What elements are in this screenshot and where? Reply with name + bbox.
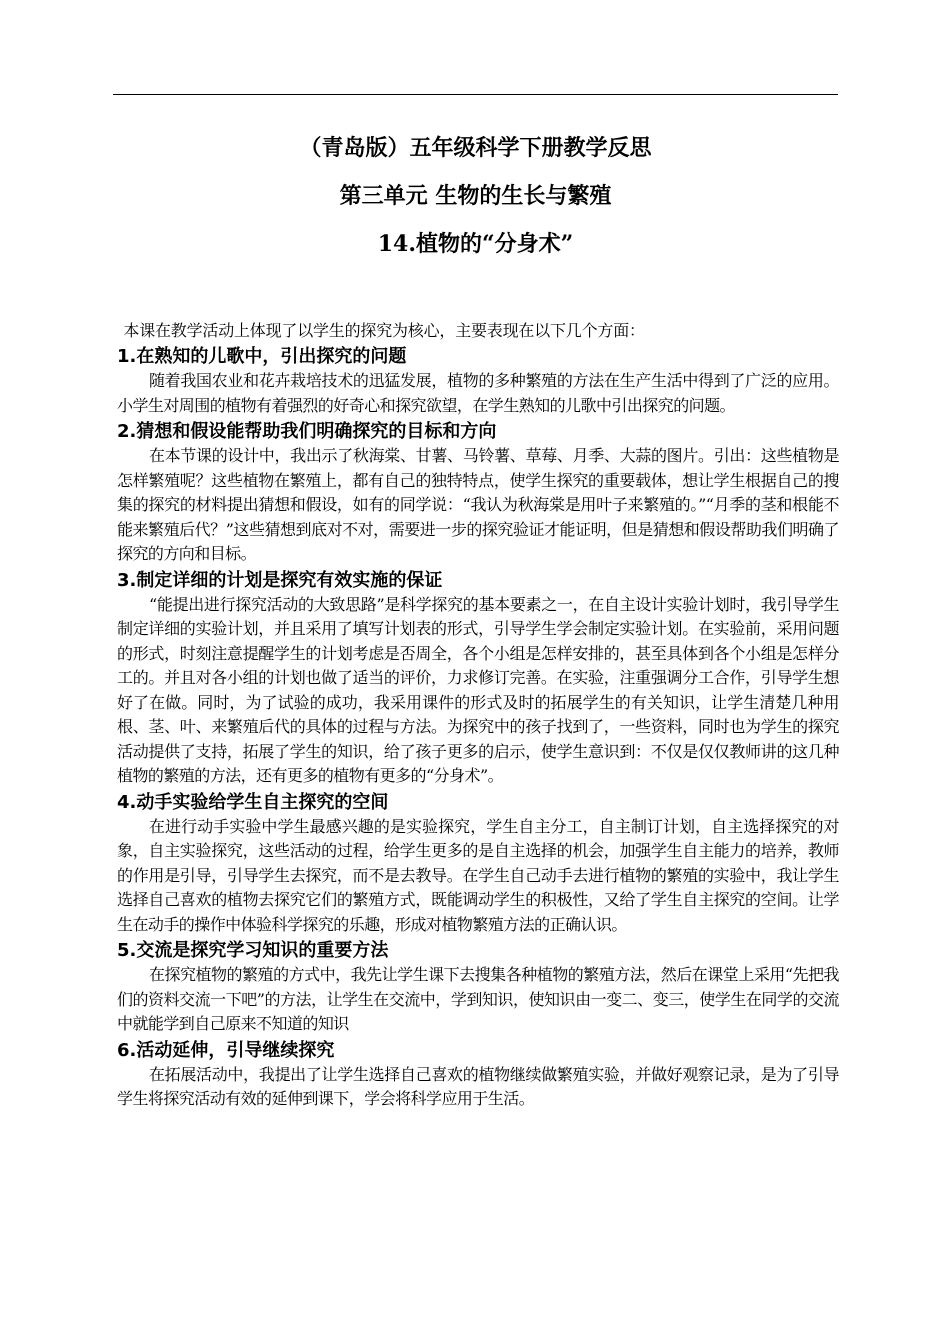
header-rule xyxy=(113,94,838,95)
section-paragraph: 在探究植物的繁殖的方式中，我先让学生课下去搜集各种植物的繁殖方法，然后在课堂上采用“先把我们的资料交流一下吧”的方法，让学生在交流中，学到知识，使知识由一变二、变三，使学生在同学的交流中就能学到自己原来不知道的知识 xyxy=(117,965,839,1033)
unit-title: 第三单元 生物的生长与繁殖 xyxy=(339,183,612,209)
section-paragraph: “能提出进行探究活动的大致思路”是科学探究的基本要素之一，在自主设计实验计划时，我引导学生制定详细的实验计划，并且采用了填写计划表的形式，引导学生学会制定实验计划。在实验前，采用问题的形式，时刻注意提醒学生的计划考虑是否周全，各个小组是怎样安排的，甚至具体到各个小组是怎样分工的。并且对各小组的计划也做了适当的评价，力求修订完善。在实验，注重强调分工合作，引导学生想好了在做。同时，为了试验的成功，我采用课件的形式及时的拓展学生的有关知识，让学生清楚几种用根、茎、叶、来繁殖后代的具体的过程与方法。为探究中的孩子找到了，一些资料，同时也为学生的探究活动提供了支持，拓展了学生的知识，给了孩子更多的启示，使学生意识到：不仅是仅仅教师讲的这几种植物的繁殖的方法，还有更多的植物有更多的“分身术”。 xyxy=(117,594,839,785)
intro-paragraph: 本课在教学活动上体现了以学生的探究为核心，主要表现在以下几个方面： xyxy=(123,321,645,340)
section-4 xyxy=(117,791,839,938)
section-heading: 4.动手实验给学生自主探究的空间 xyxy=(117,791,389,813)
section-1 xyxy=(117,345,839,418)
section-heading: 3.制定详细的计划是探究有效实施的保证 xyxy=(117,569,443,591)
section-3 xyxy=(117,569,839,789)
section-2 xyxy=(117,420,839,567)
section-5 xyxy=(117,939,839,1037)
section-6 xyxy=(117,1039,839,1112)
section-paragraph: 在本节课的设计中，我出示了秋海棠、甘薯、马铃薯、草莓、月季、大蒜的图片。引出：这些植物是怎样繁殖呢？这些植物在繁殖上，都有自己的独特特点，使学生探究的重要载体，想让学生根据自己的搜集的探究的材料提出猜想和假设，如有的同学说：“我认为秋海棠是用叶子来繁殖的。”“月季的茎和根能不能来繁殖后代？”这些猜想到底对不对，需要进一步的探究验证才能证明，但是猜想和假设帮助我们明确了探究的方向和目标。 xyxy=(117,446,839,563)
document-title: （青岛版）五年级科学下册教学反思 xyxy=(299,135,652,161)
section-paragraph: 在进行动手实验中学生最感兴趣的是实验探究，学生自主分工，自主制订计划，自主选择探究的对象，自主实验探究，这些活动的过程，给学生更多的是自主选择的机会，加强学生自主能力的培养，教师的作用是引导，引导学生去探究，而不是去教导。在学生自己动手去进行植物的繁殖的实验中，我让学生选择自己喜欢的植物去探究它们的繁殖方式，既能调动学生的积极性，又给了学生自主探究的空间。让学生在动手的操作中体验科学探究的乐趣，形成对植物繁殖方法的正确认识。 xyxy=(117,816,839,934)
section-paragraph: 随着我国农业和花卉栽培技术的迅猛发展，植物的多种繁殖的方法在生产生活中得到了广泛的应用。小学生对周围的植物有着强烈的好奇心和探究欲望，在学生熟知的儿歌中引出探究的问题。 xyxy=(117,371,839,415)
section-heading: 5.交流是探究学习知识的重要方法 xyxy=(117,940,389,961)
title-block xyxy=(113,133,838,277)
section-paragraph: 在拓展活动中，我提出了让学生选择自己喜欢的植物继续做繁殖实验，并做好观察记录，是为了引导学生将探究活动有效的延伸到课下，学会将科学应用于生活。 xyxy=(117,1064,839,1108)
section-heading: 2.猜想和假设能帮助我们明确探究的目标和方向 xyxy=(117,421,497,442)
section-heading: 6.活动延伸，引导继续探究 xyxy=(117,1039,335,1061)
document-body xyxy=(117,319,839,1112)
section-heading: 1.在熟知的儿歌中，引出探究的问题 xyxy=(117,346,407,367)
lesson-title: 14.植物的“分身术” xyxy=(377,231,574,257)
